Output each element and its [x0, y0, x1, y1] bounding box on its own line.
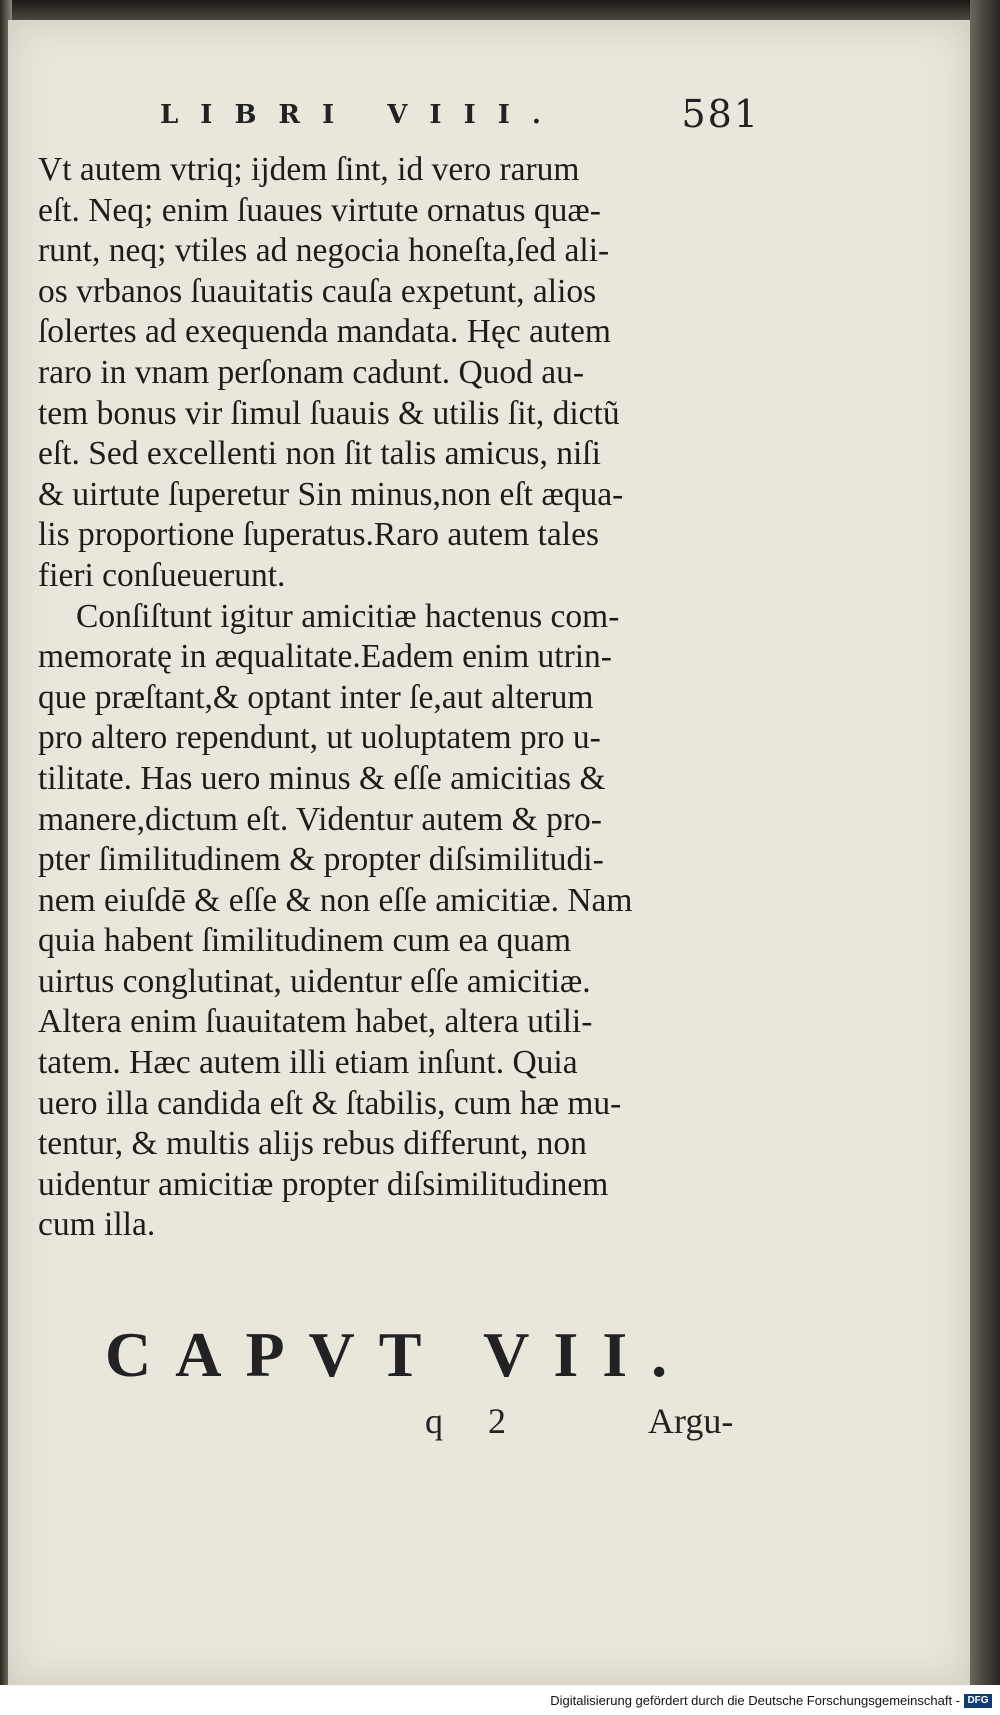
text-line: fieri conſueuerunt.: [38, 556, 286, 594]
text-line: uidentur amicitiæ propter diſsimilitudinem: [38, 1165, 609, 1203]
text-line: nem eiuſdē & eſſe & non eſſe amicitiæ. Nam: [38, 881, 633, 919]
text-line: & uirtute ſuperetur Sin minus,non eſt æqua-: [38, 475, 624, 513]
text-line: uirtus conglutinat, uidentur eſſe amicitiæ.: [38, 962, 591, 1000]
paragraph-start-line: Conſiſtunt igitur amicitiæ hactenus com-: [76, 597, 620, 635]
digitization-footer: [0, 1685, 1000, 1715]
text-line: raro in vnam perſonam cadunt. Quod au-: [38, 353, 585, 391]
text-line: os vrbanos ſuauitatis cauſa expetunt, alios: [38, 272, 597, 310]
text-line: que præſtant,& optant inter ſe,aut alterum: [38, 678, 594, 716]
text-line: tilitate. Has uero minus & eſſe amicitias &: [38, 759, 606, 797]
chapter-heading: CAPVT VII.: [105, 1319, 692, 1390]
text-line: Vt autem vtriq; ijdem ſint, id vero rarum: [38, 151, 580, 188]
text-line: Altera enim ſuauitatem habet, altera utili-: [38, 1003, 593, 1041]
text-line: runt, neq; vtiles ad negocia honeſta,ſed ali-: [38, 232, 610, 270]
text-line: tentur, & multis alijs rebus differunt, non: [38, 1125, 587, 1163]
page-header: [160, 92, 760, 136]
catchword: Argu-: [648, 1401, 734, 1441]
text-line: pter ſimilitudinem & propter diſsimilitudi-: [38, 841, 604, 879]
text-line: cum illa.: [38, 1206, 156, 1244]
dfg-logo-icon: DFG: [964, 1694, 992, 1708]
text-line: eſt. Sed excellenti non ſit talis amicus, niſi: [38, 435, 601, 473]
text-line: memoratę in æqualitate.Eadem enim utrin-: [38, 638, 612, 676]
text-line: quia habent ſimilitudinem cum ea quam: [38, 922, 572, 960]
book-fore-edge: [970, 0, 1000, 1715]
funding-credit: Digitalisierung gefördert durch die Deutsche Forschungsgemeinschaft -: [550, 1693, 960, 1708]
signature-mark: q 2: [425, 1401, 524, 1441]
text-line: tem bonus vir ſimul ſuauis & utilis ſit, dictũ: [38, 394, 620, 432]
text-line: tatem. Hæc autem illi etiam inſunt. Quia: [38, 1044, 578, 1082]
text-line: lis proportione ſuperatus.Raro autem tales: [38, 516, 599, 554]
text-line: eſt. Neq; enim ſuaues virtute ornatus quæ-: [38, 191, 601, 229]
page-number: 581: [681, 92, 760, 136]
text-line: pro altero rependunt, ut uoluptatem pro u-: [38, 719, 601, 757]
text-line: ſolertes ad exequenda mandata. Hęc autem: [38, 313, 611, 351]
body-text: [38, 150, 763, 1246]
text-line: uero illa candida eſt & ſtabilis, cum hæ mu-: [38, 1084, 622, 1122]
text-line: manere,dictum eſt. Videntur autem & pro-: [38, 800, 602, 838]
running-head: LIBRI VIII.: [160, 100, 563, 130]
